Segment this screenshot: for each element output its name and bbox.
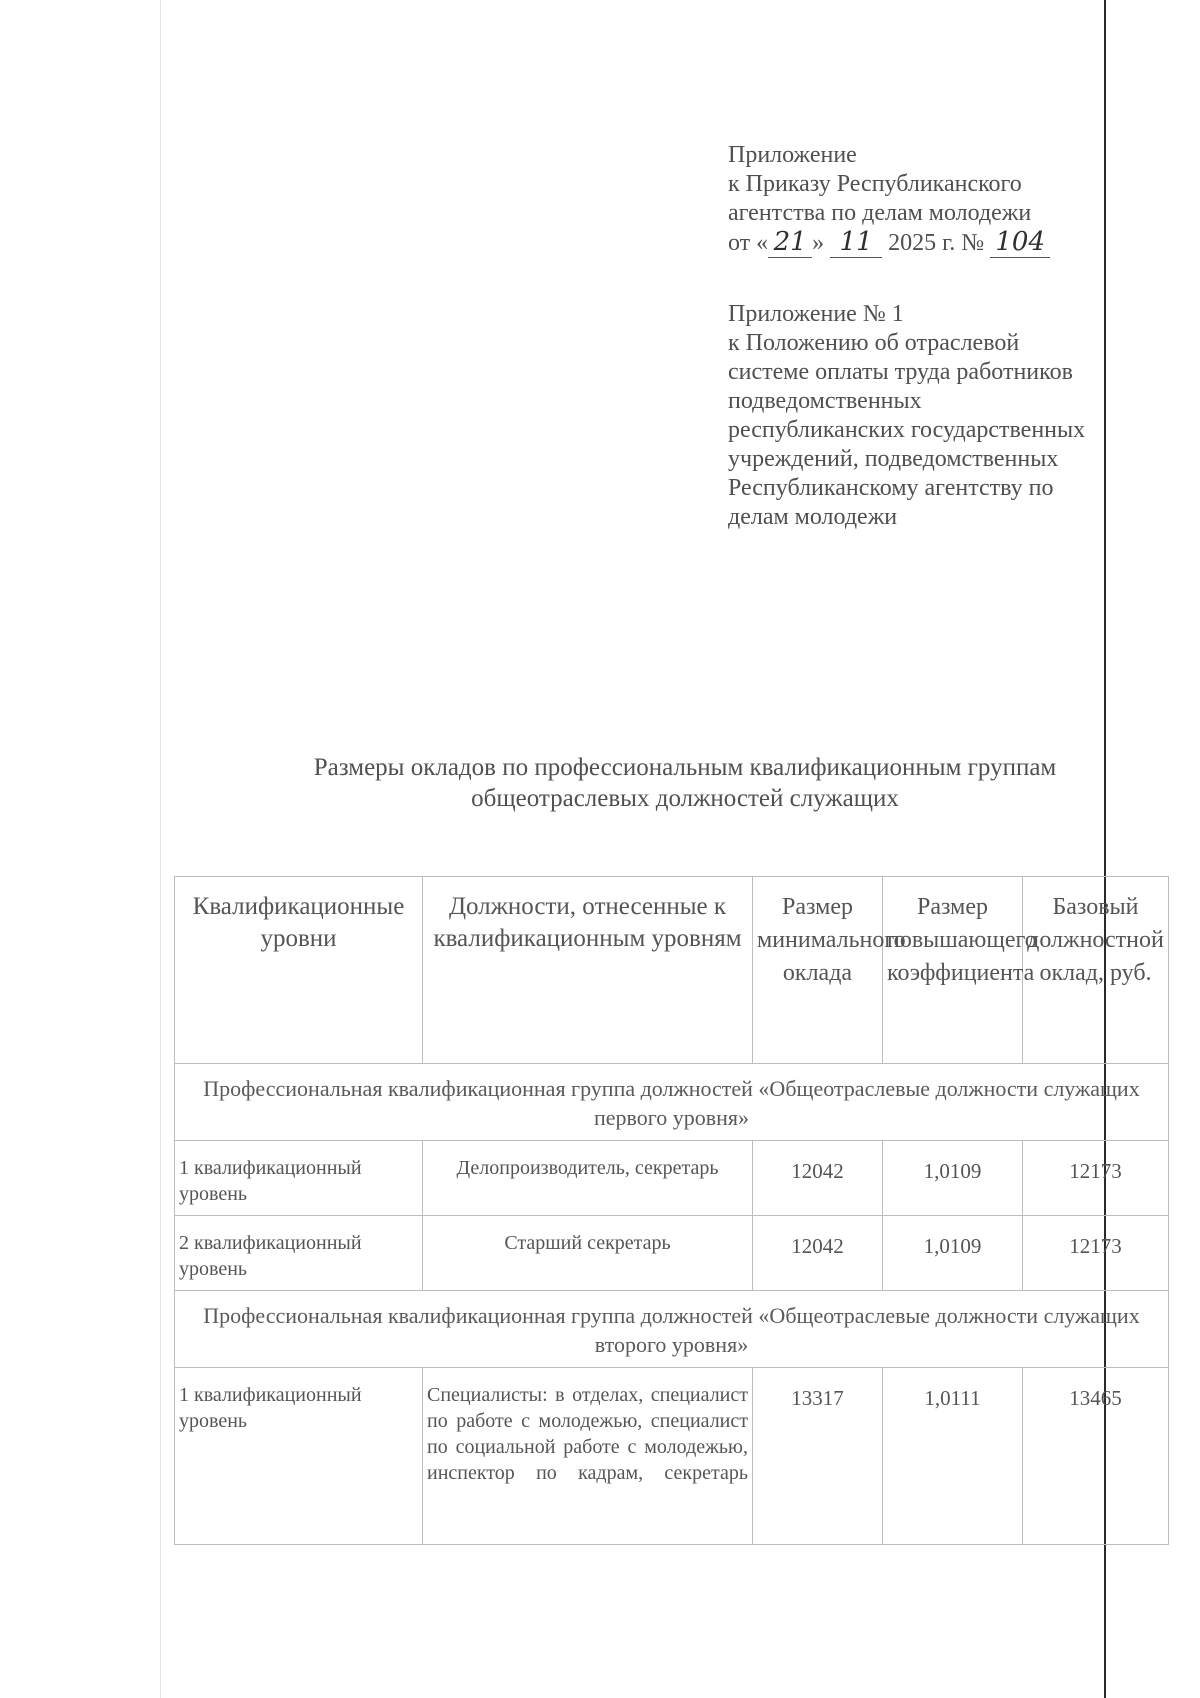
document-title (180, 752, 1190, 814)
appendix-header-line: делам молодежи (728, 504, 898, 530)
title-line-1: Размеры окладов по профессиональным квалификационным группам (313, 754, 1057, 781)
coefficient-cell: 1,0109 (883, 1141, 1023, 1216)
level-cell: 1 квалификационный уровень (175, 1141, 423, 1216)
base-salary-cell: 13465 (1023, 1368, 1169, 1545)
order-header-line: агентства по делам молодежи (728, 200, 1032, 226)
min-salary-cell: 12042 (753, 1216, 883, 1291)
positions-cell: Делопроизводитель, секретарь (423, 1141, 753, 1216)
page-edge (160, 0, 161, 1698)
coefficient-cell: 1,0109 (883, 1216, 1023, 1291)
appendix-header-line: к Положению об отраслевой (728, 330, 1020, 356)
appendix-header-line: системе оплаты труда работников (728, 359, 1073, 385)
header-positions: Должности, отнесенные к квалификационным уровням (423, 877, 753, 1064)
order-date-line (728, 228, 1050, 258)
order-header-line: к Приказу Республиканского (728, 171, 1022, 197)
order-appendix-header (728, 141, 1050, 258)
order-header-line: Приложение (728, 142, 857, 168)
appendix-header-line: республиканских государственных (728, 417, 1086, 443)
level-cell: 1 квалификационный уровень (175, 1368, 423, 1545)
coefficient-cell: 1,0111 (883, 1368, 1023, 1545)
header-min-salary: Размер минимального оклада (753, 877, 883, 1064)
date-mid: » (812, 230, 825, 256)
header-base-salary: Базовый должностной оклад, руб. (1023, 877, 1169, 1064)
appendix-header-line: Приложение № 1 (728, 301, 904, 327)
date-year: 2025 г. № (888, 230, 985, 256)
salary-table (174, 876, 1169, 1545)
table-header-row (175, 877, 1169, 1064)
date-prefix: от « (728, 230, 769, 256)
table-row (175, 1141, 1169, 1216)
group-row (175, 1291, 1169, 1368)
table-row (175, 1368, 1169, 1545)
level-cell: 2 квалификационный уровень (175, 1216, 423, 1291)
group-row (175, 1064, 1169, 1141)
appendix-header-line: подведомственных (728, 388, 922, 414)
base-salary-cell: 12173 (1023, 1141, 1169, 1216)
appendix-header-line: Республиканскому агентству по (728, 475, 1054, 501)
appendix-header-line: учреждений, подведомственных (728, 446, 1059, 472)
appendix-1-header (728, 300, 1085, 532)
header-level: Квалификационные уровни (175, 877, 423, 1064)
positions-cell: Старший секретарь (423, 1216, 753, 1291)
base-salary-cell: 12173 (1023, 1216, 1169, 1291)
title-line-2: общеотраслевых должностей служащих (471, 785, 899, 812)
min-salary-cell: 13317 (753, 1368, 883, 1545)
min-salary-cell: 12042 (753, 1141, 883, 1216)
group-title: Профессиональная квалификационная группа должностей «Общеотраслевые должности служащих второго уровня» (175, 1291, 1169, 1368)
group-title: Профессиональная квалификационная группа должностей «Общеотраслевые должности служащих первого уровня» (175, 1064, 1169, 1141)
handwritten-month: 11 (830, 228, 882, 258)
header-coefficient: Размер повышающего коэффициента (883, 877, 1023, 1064)
table-row (175, 1216, 1169, 1291)
positions-cell: Специалисты: в отделах, специалист по работе с молодежью, специалист по социальной работе с молодежью, инспектор по кадрам, секретарь (423, 1368, 753, 1545)
handwritten-day: 21 (768, 228, 812, 258)
handwritten-order-number: 104 (990, 228, 1050, 258)
